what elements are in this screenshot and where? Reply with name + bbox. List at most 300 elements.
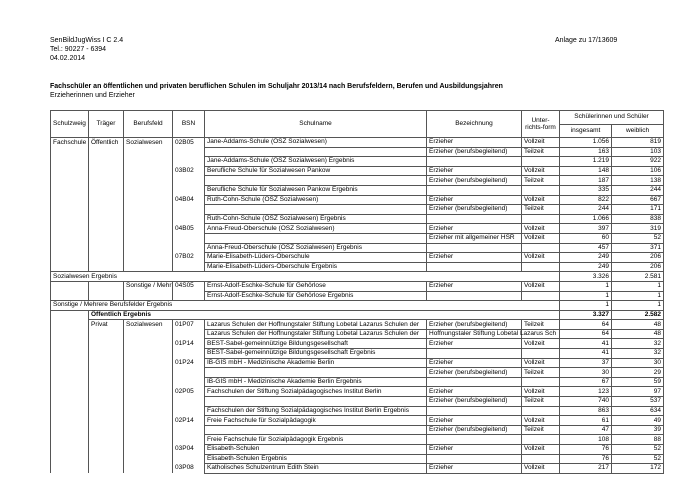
cell-traeger [89, 464, 124, 474]
cell-bsn [173, 435, 205, 445]
cell-ins: 30 [560, 368, 612, 378]
cell-feld: Sonstige / Mehr [124, 281, 173, 291]
cell-feld [124, 397, 173, 407]
cell-name: IB-GIS mbH - Medizinische Akademie Berlin Ergebnis [205, 377, 427, 387]
cell-traeger [89, 454, 124, 464]
cell-name: Anna-Freud-Oberschule (OSZ Sozialwesen) Ergebnis [205, 243, 427, 253]
cell-w: 922 [612, 157, 664, 167]
cell-ins: 3.327 [560, 310, 612, 320]
cell-feld [124, 425, 173, 435]
cell-bez: Erzieher (berufsbegleitend) [427, 176, 522, 186]
cell-traeger [89, 176, 124, 186]
cell-form: Vollzeit [522, 339, 560, 349]
cell-zweig [51, 185, 89, 195]
cell-bsn [173, 368, 205, 378]
cell-w: 52 [612, 445, 664, 455]
table-row [51, 416, 664, 426]
table-row [51, 157, 664, 167]
cell-feld: Sozialwesen [124, 320, 173, 330]
cell-name: BEST-Sabel-gemeinnützige Bildungsgesellschaft [205, 339, 427, 349]
table-row [51, 358, 664, 368]
table-row [51, 205, 664, 215]
cell-w: 59 [612, 377, 664, 387]
cell-ins: 1 [560, 301, 612, 311]
cell-form [522, 262, 560, 272]
cell-bsn [173, 262, 205, 272]
cell-traeger [89, 205, 124, 215]
cell-ins: 249 [560, 253, 612, 263]
table-row [51, 291, 664, 301]
cell-feld [124, 454, 173, 464]
table-row [51, 339, 664, 349]
date-line: 04.02.2014 [50, 55, 86, 62]
cell-name: Ruth-Cohn-Schule (OSZ Sozialwesen) Ergebnis [205, 214, 427, 224]
cell-traeger [89, 243, 124, 253]
cell-ins: 249 [560, 262, 612, 272]
cell-bez [427, 185, 522, 195]
cell-name: Katholisches Schulzentrum Edith Stein [205, 464, 427, 474]
table-row [51, 425, 664, 435]
cell-zweig [51, 329, 89, 339]
table-row [51, 320, 664, 330]
cell-name: Jane-Addams-Schule (OSZ Sozialwesen) Ergebnis [205, 157, 427, 167]
cell-bsn: 04B05 [173, 224, 205, 234]
cell-traeger [89, 214, 124, 224]
cell-feld [124, 233, 173, 243]
cell-traeger [89, 166, 124, 176]
cell-bsn [173, 205, 205, 215]
cell-form: Teilzeit [522, 397, 560, 407]
cell-bsn: 04B04 [173, 195, 205, 205]
table-row [51, 243, 664, 253]
cell-ins: 76 [560, 445, 612, 455]
table-row [51, 435, 664, 445]
cell-name [205, 397, 427, 407]
cell-bsn: 07B02 [173, 253, 205, 263]
cell-w: 97 [612, 387, 664, 397]
table-row [51, 329, 664, 339]
cell-ins: 41 [560, 339, 612, 349]
cell-zweig [51, 147, 89, 157]
table-row [51, 368, 664, 378]
table-row [51, 445, 664, 455]
cell-name: Freie Fachschule für Sozialpädagogik [205, 416, 427, 426]
page-subtitle: Erzieherinnen und Erzieher [50, 92, 135, 99]
table-row [51, 185, 664, 195]
table-row [51, 166, 664, 176]
cell-form [522, 291, 560, 301]
cell-traeger [89, 377, 124, 387]
cell-ins: 1 [560, 281, 612, 291]
cell-bsn [173, 157, 205, 167]
table-row [51, 397, 664, 407]
cell-form [522, 157, 560, 167]
cell-ins: 61 [560, 416, 612, 426]
cell-zweig [51, 358, 89, 368]
col-schulname: Schulname [205, 111, 427, 138]
cell-w: 206 [612, 253, 664, 263]
cell-name: BEST-Sabel-gemeinnützige Bildungsgesellschaft Ergebnis [205, 349, 427, 359]
cell-w: 667 [612, 195, 664, 205]
cell-traeger [89, 425, 124, 435]
cell-bez: Erzieher [427, 138, 522, 148]
cell-bsn [173, 147, 205, 157]
cell-zweig [51, 425, 89, 435]
cell-feld [124, 435, 173, 445]
cell-bsn: 01P24 [173, 358, 205, 368]
cell-ins: 397 [560, 224, 612, 234]
cell-feld [124, 406, 173, 416]
cell-traeger [89, 358, 124, 368]
cell-w: 52 [612, 233, 664, 243]
cell-bsn: 04S05 [173, 281, 205, 291]
cell-traeger [89, 349, 124, 359]
cell-zweig [51, 397, 89, 407]
cell-ins: 863 [560, 406, 612, 416]
cell-feld [124, 214, 173, 224]
cell-bez: Erzieher (berufsbegleitend) [427, 397, 522, 407]
cell-name: Ruth-Cohn-Schule (OSZ Sozialwesen) [205, 195, 427, 205]
cell-zweig [51, 291, 89, 301]
table-row [51, 387, 664, 397]
cell-form: Vollzeit [522, 233, 560, 243]
cell-traeger [89, 233, 124, 243]
cell-zweig [51, 253, 89, 263]
cell-bsn: 02B05 [173, 138, 205, 148]
table-row [51, 310, 664, 320]
col-insgesamt: insgesamt [560, 124, 612, 138]
cell-traeger: Privat [89, 320, 124, 330]
cell-w: 49 [612, 416, 664, 426]
cell-zweig [51, 368, 89, 378]
cell-ins: 123 [560, 387, 612, 397]
cell-form: Vollzeit [522, 445, 560, 455]
cell-bsn [173, 377, 205, 387]
cell-w: 106 [612, 166, 664, 176]
cell-bez: Erzieher mit allgemeiner HSR [427, 233, 522, 243]
cell-traeger [89, 157, 124, 167]
cell-feld [124, 349, 173, 359]
cell-w: 319 [612, 224, 664, 234]
cell-ins: 47 [560, 425, 612, 435]
cell-bez: Erzieher [427, 416, 522, 426]
cell-ins: 1 [560, 291, 612, 301]
cell-w: 138 [612, 176, 664, 186]
cell-zweig [51, 214, 89, 224]
table-row [51, 377, 664, 387]
cell-zweig [51, 435, 89, 445]
cell-bez: Erzieher [427, 195, 522, 205]
cell-bez [427, 214, 522, 224]
cell-zweig [51, 339, 89, 349]
cell-traeger [89, 253, 124, 263]
cell-feld [124, 329, 173, 339]
cell-feld [124, 253, 173, 263]
cell-bez [427, 157, 522, 167]
cell-feld [124, 464, 173, 474]
cell-form [522, 406, 560, 416]
cell-feld [124, 195, 173, 205]
cell-form: Teilzeit [522, 147, 560, 157]
cell-form: Teilzeit [522, 368, 560, 378]
cell-bez: Erzieher (berufsbegleitend) [427, 368, 522, 378]
table-row [51, 138, 664, 148]
cell-feld [124, 243, 173, 253]
cell-feld [124, 377, 173, 387]
cell-ins: 187 [560, 176, 612, 186]
table-row [51, 349, 664, 359]
cell-form [522, 185, 560, 195]
cell-w: 371 [612, 243, 664, 253]
cell-bsn: 02P14 [173, 416, 205, 426]
cell-name: Anna-Freud-Oberschule (OSZ Sozialwesen) [205, 224, 427, 234]
table-row [51, 233, 664, 243]
cell-name: Ernst-Adolf-Eschke-Schule für Gehörlose [205, 281, 427, 291]
cell-bsn: 02P05 [173, 387, 205, 397]
cell-w: 244 [612, 185, 664, 195]
cell-name: Marie-Elisabeth-Lüders-Oberschule [205, 253, 427, 263]
cell-name: Fachschulen der Stiftung Sozialpädagogisches Institut Berlin [205, 387, 427, 397]
cell-bsn [173, 291, 205, 301]
cell-form: Vollzeit [522, 416, 560, 426]
cell-form [522, 243, 560, 253]
cell-feld [124, 262, 173, 272]
cell-traeger [89, 281, 124, 291]
cell-traeger [89, 416, 124, 426]
cell-bez: Erzieher (berufsbegleitend) [427, 320, 522, 330]
cell-w: 103 [612, 147, 664, 157]
cell-form: Vollzeit [522, 195, 560, 205]
document-meta [50, 36, 123, 63]
table-row [51, 406, 664, 416]
cell-form: Teilzeit [522, 205, 560, 215]
cell-zweig: Fachschule [51, 138, 89, 148]
cell-bez: Erzieher [427, 445, 522, 455]
cell-zweig [51, 387, 89, 397]
cell-traeger [89, 195, 124, 205]
cell-bsn [173, 243, 205, 253]
cell-ins: 163 [560, 147, 612, 157]
cell-w: 88 [612, 435, 664, 445]
cell-w: 29 [612, 368, 664, 378]
cell-bsn: 03B02 [173, 166, 205, 176]
cell-bez [427, 435, 522, 445]
cell-form [522, 377, 560, 387]
cell-zweig [51, 166, 89, 176]
col-weiblich: weiblich [612, 124, 664, 138]
cell-bez: Erzieher [427, 358, 522, 368]
cell-bez: Erzieher (berufsbegleitend) [427, 425, 522, 435]
cell-feld [124, 224, 173, 234]
cell-bez: Erzieher [427, 253, 522, 263]
cell-traeger [89, 147, 124, 157]
cell-empty [51, 310, 89, 320]
cell-bsn: 03P04 [173, 445, 205, 455]
cell-ins: 60 [560, 233, 612, 243]
cell-bsn [173, 329, 205, 339]
cell-ins: 76 [560, 454, 612, 464]
table-row [51, 262, 664, 272]
cell-name [205, 425, 427, 435]
table-row [51, 147, 664, 157]
cell-bez: Hoffnungstaler Stiftung Lobetal Lazarus Sch [427, 329, 522, 339]
cell-zweig [51, 195, 89, 205]
cell-label: Sozialwesen Ergebnis [51, 272, 560, 282]
data-table [50, 110, 664, 474]
cell-zweig [51, 377, 89, 387]
cell-zweig [51, 243, 89, 253]
cell-zweig [51, 176, 89, 186]
cell-w: 2.581 [612, 272, 664, 282]
table-row [51, 224, 664, 234]
cell-w: 634 [612, 406, 664, 416]
cell-name [205, 233, 427, 243]
cell-form: Vollzeit [522, 253, 560, 263]
cell-w: 48 [612, 320, 664, 330]
cell-bsn [173, 185, 205, 195]
cell-bsn: 01P07 [173, 320, 205, 330]
cell-traeger [89, 406, 124, 416]
cell-traeger [89, 387, 124, 397]
cell-zweig [51, 349, 89, 359]
cell-name: Elisabeth-Schulen [205, 445, 427, 455]
cell-zweig [51, 464, 89, 474]
table-row [51, 301, 664, 311]
cell-name: Lazarus Schulen der Hoffnungstaler Stiftung Lobetal Lazarus Schulen der [205, 329, 427, 339]
cell-ins: 67 [560, 377, 612, 387]
cell-form: Vollzeit [522, 166, 560, 176]
cell-feld [124, 387, 173, 397]
col-bezeichnung: Bezeichnung [427, 111, 522, 138]
cell-traeger [89, 224, 124, 234]
cell-bez: Erzieher [427, 166, 522, 176]
cell-ins: 217 [560, 464, 612, 474]
cell-w: 537 [612, 397, 664, 407]
table-row [51, 176, 664, 186]
cell-ins: 1.219 [560, 157, 612, 167]
table-row [51, 454, 664, 464]
cell-w: 32 [612, 339, 664, 349]
cell-bsn [173, 176, 205, 186]
cell-w: 819 [612, 138, 664, 148]
cell-ins: 822 [560, 195, 612, 205]
cell-zweig [51, 157, 89, 167]
cell-ins: 64 [560, 320, 612, 330]
cell-w: 206 [612, 262, 664, 272]
cell-feld [124, 205, 173, 215]
cell-zweig [51, 233, 89, 243]
cell-ins: 148 [560, 166, 612, 176]
cell-bez [427, 406, 522, 416]
cell-zweig [51, 416, 89, 426]
cell-traeger [89, 368, 124, 378]
cell-bsn [173, 454, 205, 464]
cell-feld [124, 339, 173, 349]
cell-feld [124, 185, 173, 195]
cell-bsn: 01P14 [173, 339, 205, 349]
col-berufsfeld: Berufsfeld [124, 111, 173, 138]
cell-ins: 108 [560, 435, 612, 445]
table-row [51, 281, 664, 291]
col-group-schueler: Schülerinnen und Schüler [560, 111, 664, 125]
cell-form: Teilzeit [522, 176, 560, 186]
cell-zweig [51, 406, 89, 416]
cell-name [205, 147, 427, 157]
cell-ins: 37 [560, 358, 612, 368]
col-unterrichtsform: Unter-richts-form [522, 111, 560, 138]
cell-form: Vollzeit [522, 138, 560, 148]
cell-bez: Erzieher [427, 464, 522, 474]
cell-name: Fachschulen der Stiftung Sozialpädagogisches Institut Berlin Ergebnis [205, 406, 427, 416]
cell-bez: Erzieher (berufsbegleitend) [427, 147, 522, 157]
cell-bez [427, 349, 522, 359]
cell-zweig [51, 224, 89, 234]
cell-traeger [89, 397, 124, 407]
cell-ins: 64 [560, 329, 612, 339]
table-row [51, 464, 664, 474]
cell-traeger [89, 339, 124, 349]
cell-form: Teilzeit [522, 320, 560, 330]
cell-bez [427, 377, 522, 387]
cell-ins: 1.056 [560, 138, 612, 148]
cell-name: Berufliche Schule für Sozialwesen Pankow [205, 166, 427, 176]
cell-feld [124, 157, 173, 167]
table-row [51, 272, 664, 282]
org-line: SenBildJugWiss I C 2.4 [50, 37, 124, 44]
cell-feld [124, 445, 173, 455]
cell-form [522, 435, 560, 445]
table-row [51, 214, 664, 224]
cell-w: 2.582 [612, 310, 664, 320]
cell-form [522, 349, 560, 359]
cell-form: Vollzeit [522, 464, 560, 474]
cell-w: 39 [612, 425, 664, 435]
cell-bez: Erzieher [427, 339, 522, 349]
col-bsn: BSN [173, 111, 205, 138]
cell-zweig [51, 205, 89, 215]
cell-zweig [51, 320, 89, 330]
cell-feld [124, 368, 173, 378]
cell-bsn [173, 406, 205, 416]
col-traeger: Träger [89, 111, 124, 138]
tel-line: Tel.: 90227 - 6394 [50, 46, 107, 53]
cell-feld [124, 166, 173, 176]
cell-bez [427, 454, 522, 464]
cell-name: Jane-Addams-Schule (OSZ Sozialwesen) [205, 138, 427, 148]
cell-bez [427, 262, 522, 272]
cell-ins: 1.066 [560, 214, 612, 224]
cell-bez: Erzieher [427, 224, 522, 234]
cell-ins: 457 [560, 243, 612, 253]
cell-feld [124, 358, 173, 368]
cell-traeger [89, 445, 124, 455]
cell-name [205, 176, 427, 186]
cell-label: Öffentlich Ergebnis [89, 310, 560, 320]
cell-form: Teilzeit [522, 425, 560, 435]
cell-name: Lazarus Schulen der Hoffnungstaler Stiftung Lobetal Lazarus Schulen der [205, 320, 427, 330]
cell-form: Vollzeit [522, 358, 560, 368]
cell-traeger: Öffentlich [89, 138, 124, 148]
cell-traeger [89, 262, 124, 272]
cell-traeger [89, 291, 124, 301]
cell-bsn [173, 214, 205, 224]
cell-name [205, 205, 427, 215]
cell-bez [427, 243, 522, 253]
cell-w: 48 [612, 329, 664, 339]
cell-zweig [51, 281, 89, 291]
cell-name: Berufliche Schule für Sozialwesen Pankow Ergebnis [205, 185, 427, 195]
table-row [51, 195, 664, 205]
